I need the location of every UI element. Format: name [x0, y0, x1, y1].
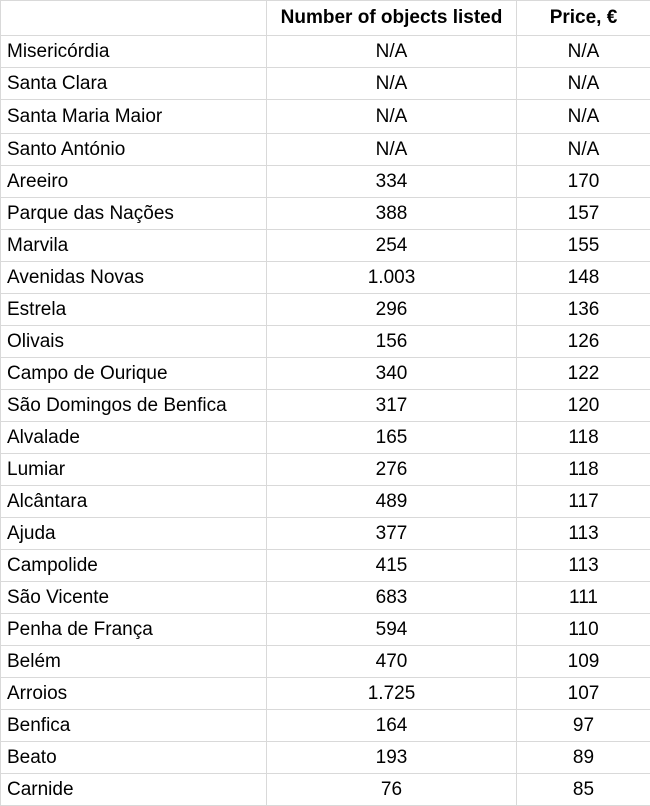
objects-listed-cell[interactable]: 388 — [267, 198, 517, 230]
objects-listed-cell[interactable]: 164 — [267, 710, 517, 742]
objects-listed-cell[interactable]: 489 — [267, 486, 517, 518]
table-row — [1, 68, 650, 100]
table-row — [1, 454, 650, 486]
objects-listed-cell[interactable]: 1.003 — [267, 262, 517, 294]
price-cell[interactable]: 97 — [517, 710, 650, 742]
objects-listed-cell[interactable]: N/A — [267, 100, 517, 134]
price-cell[interactable]: 113 — [517, 550, 650, 582]
table-row — [1, 518, 650, 550]
price-cell[interactable]: N/A — [517, 36, 650, 68]
table-row — [1, 294, 650, 326]
parish-name-cell[interactable]: Olivais — [1, 326, 267, 358]
parish-name-cell[interactable]: Santa Clara — [1, 68, 267, 100]
parish-name-cell[interactable]: Campolide — [1, 550, 267, 582]
parish-name-cell[interactable]: Penha de França — [1, 614, 267, 646]
price-cell[interactable]: N/A — [517, 100, 650, 134]
table-row — [1, 614, 650, 646]
objects-listed-cell[interactable]: 683 — [267, 582, 517, 614]
parish-name-cell[interactable]: Misericórdia — [1, 36, 267, 68]
objects-listed-cell[interactable]: 334 — [267, 166, 517, 198]
price-cell[interactable]: 110 — [517, 614, 650, 646]
parish-name-cell[interactable]: Belém — [1, 646, 267, 678]
parish-name-cell[interactable]: Avenidas Novas — [1, 262, 267, 294]
header-cell-parish[interactable] — [1, 1, 267, 36]
parish-name-cell[interactable]: Santo António — [1, 134, 267, 166]
table-row — [1, 262, 650, 294]
price-cell[interactable]: 126 — [517, 326, 650, 358]
objects-listed-cell[interactable]: N/A — [267, 134, 517, 166]
objects-listed-cell[interactable]: 340 — [267, 358, 517, 390]
table-row — [1, 358, 650, 390]
objects-listed-cell[interactable]: N/A — [267, 36, 517, 68]
price-cell[interactable]: 107 — [517, 678, 650, 710]
table-row — [1, 36, 650, 68]
objects-listed-cell[interactable]: 470 — [267, 646, 517, 678]
parish-name-cell[interactable]: Lumiar — [1, 454, 267, 486]
header-cell-objects-listed[interactable]: Number of objects listed — [267, 1, 517, 36]
table-row — [1, 582, 650, 614]
objects-listed-cell[interactable]: 276 — [267, 454, 517, 486]
table-row — [1, 678, 650, 710]
objects-listed-cell[interactable]: 296 — [267, 294, 517, 326]
price-cell[interactable]: 122 — [517, 358, 650, 390]
price-cell[interactable]: 170 — [517, 166, 650, 198]
price-cell[interactable]: 118 — [517, 454, 650, 486]
objects-listed-cell[interactable]: 594 — [267, 614, 517, 646]
table-row — [1, 166, 650, 198]
objects-listed-cell[interactable]: 254 — [267, 230, 517, 262]
table-row — [1, 230, 650, 262]
price-cell[interactable]: 117 — [517, 486, 650, 518]
price-cell[interactable]: 155 — [517, 230, 650, 262]
price-cell[interactable]: 157 — [517, 198, 650, 230]
table-row — [1, 710, 650, 742]
price-cell[interactable]: 85 — [517, 774, 650, 806]
table-row — [1, 742, 650, 774]
header-cell-price[interactable]: Price, € — [517, 1, 650, 36]
price-cell[interactable]: N/A — [517, 134, 650, 166]
parish-name-cell[interactable]: Areeiro — [1, 166, 267, 198]
parish-name-cell[interactable]: Marvila — [1, 230, 267, 262]
price-cell[interactable]: 89 — [517, 742, 650, 774]
parish-name-cell[interactable]: São Domingos de Benfica — [1, 390, 267, 422]
table-row — [1, 100, 650, 134]
objects-listed-cell[interactable]: N/A — [267, 68, 517, 100]
table-row — [1, 646, 650, 678]
objects-listed-cell[interactable]: 193 — [267, 742, 517, 774]
table-row — [1, 198, 650, 230]
objects-listed-cell[interactable]: 76 — [267, 774, 517, 806]
parish-name-cell[interactable]: Beato — [1, 742, 267, 774]
parish-name-cell[interactable]: São Vicente — [1, 582, 267, 614]
price-cell[interactable]: 111 — [517, 582, 650, 614]
objects-listed-cell[interactable]: 415 — [267, 550, 517, 582]
parish-name-cell[interactable]: Arroios — [1, 678, 267, 710]
table-row — [1, 774, 650, 806]
table-row — [1, 550, 650, 582]
price-cell[interactable]: 118 — [517, 422, 650, 454]
parish-name-cell[interactable]: Benfica — [1, 710, 267, 742]
objects-listed-cell[interactable]: 156 — [267, 326, 517, 358]
price-cell[interactable]: 109 — [517, 646, 650, 678]
parish-name-cell[interactable]: Parque das Nações — [1, 198, 267, 230]
header-row — [1, 1, 650, 36]
objects-listed-cell[interactable]: 165 — [267, 422, 517, 454]
table-row — [1, 422, 650, 454]
parish-name-cell[interactable]: Ajuda — [1, 518, 267, 550]
price-cell[interactable]: 113 — [517, 518, 650, 550]
objects-listed-cell[interactable]: 1.725 — [267, 678, 517, 710]
price-cell[interactable]: N/A — [517, 68, 650, 100]
price-cell[interactable]: 148 — [517, 262, 650, 294]
parish-name-cell[interactable]: Estrela — [1, 294, 267, 326]
table-row — [1, 134, 650, 166]
parish-name-cell[interactable]: Santa Maria Maior — [1, 100, 267, 134]
parish-name-cell[interactable]: Alcântara — [1, 486, 267, 518]
parish-name-cell[interactable]: Carnide — [1, 774, 267, 806]
table-row — [1, 486, 650, 518]
parish-name-cell[interactable]: Alvalade — [1, 422, 267, 454]
parish-name-cell[interactable]: Campo de Ourique — [1, 358, 267, 390]
table-row — [1, 326, 650, 358]
objects-listed-cell[interactable]: 317 — [267, 390, 517, 422]
price-cell[interactable]: 120 — [517, 390, 650, 422]
price-cell[interactable]: 136 — [517, 294, 650, 326]
objects-listed-cell[interactable]: 377 — [267, 518, 517, 550]
table-row — [1, 390, 650, 422]
